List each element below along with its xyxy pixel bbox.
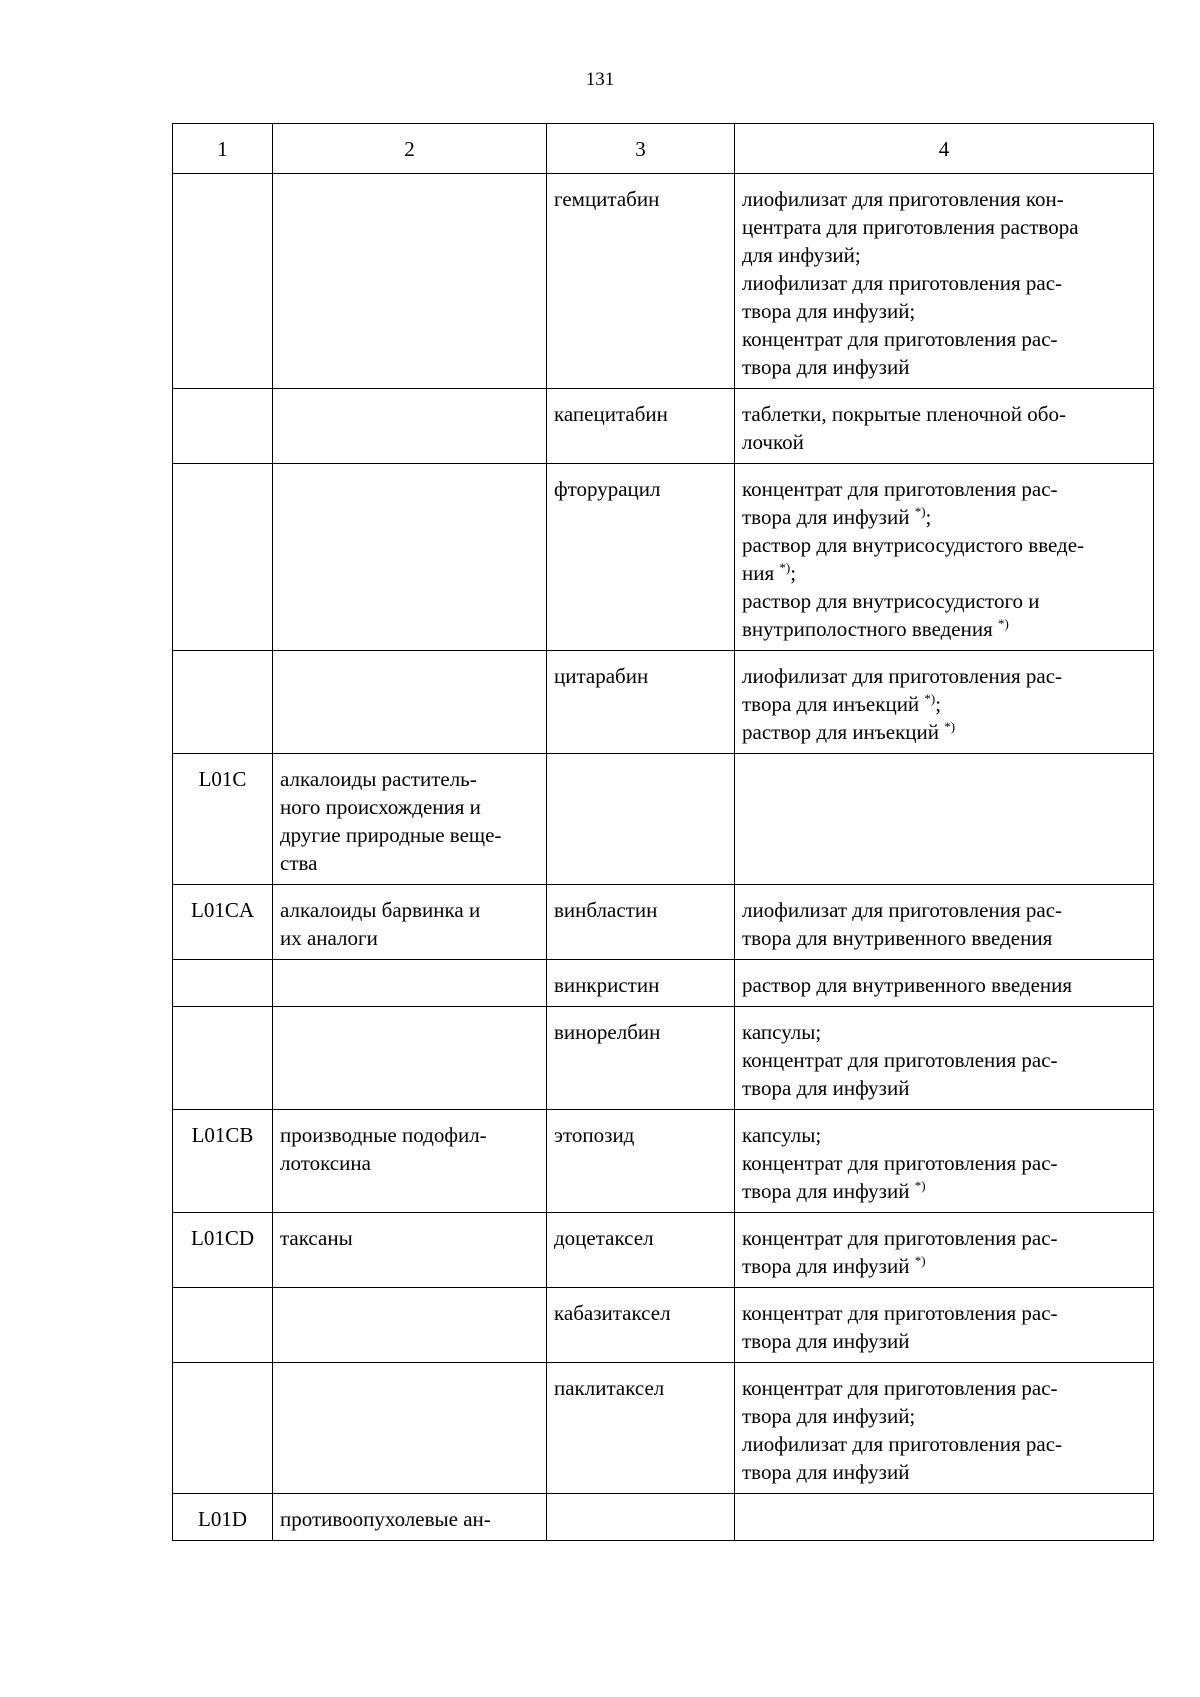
group-cell <box>273 1007 547 1110</box>
dosage-form-text: лиофилизат для приготовления рас- <box>742 1432 1063 1456</box>
atc-code-cell <box>173 651 273 754</box>
table-row <box>173 1494 1154 1541</box>
header-cell-4: 4 <box>735 124 1154 174</box>
drug-name-cell: кабазитаксел <box>547 1288 735 1363</box>
dosage-form-cell <box>735 885 1154 960</box>
dosage-form-text: твора для инфузий <box>742 1460 910 1484</box>
dosage-form-line <box>742 1374 1146 1402</box>
dosage-form-text: лиофилизат для приготовления рас- <box>742 898 1063 922</box>
drug-name-cell: фторурацил <box>547 464 735 651</box>
table-row <box>173 1363 1154 1494</box>
dosage-form-line <box>742 662 1146 690</box>
footnote-marker: *) <box>944 719 956 734</box>
atc-code-cell: L01C <box>173 754 273 885</box>
dosage-form-line <box>742 297 1146 325</box>
table-row <box>173 1007 1154 1110</box>
atc-code-cell <box>173 1363 273 1494</box>
dosage-form-text: твора для инфузий <box>742 505 915 529</box>
footnote-marker: *) <box>914 1253 926 1268</box>
dosage-form-text: для инфузий; <box>742 243 861 267</box>
footnote-marker: *) <box>914 1178 926 1193</box>
group-cell <box>273 174 547 389</box>
table-body <box>173 174 1154 1541</box>
drug-name-cell: этопозид <box>547 1110 735 1213</box>
dosage-form-cell <box>735 651 1154 754</box>
dosage-form-line <box>742 531 1146 559</box>
dosage-form-text: ния <box>742 561 780 585</box>
group-line: алкалоиды раститель- <box>280 767 477 791</box>
dosage-form-line <box>742 1402 1146 1430</box>
atc-code-cell <box>173 174 273 389</box>
dosage-form-line <box>742 400 1146 428</box>
dosage-form-text: лиофилизат для приготовления кон- <box>742 187 1064 211</box>
footnote-marker: *) <box>924 691 936 706</box>
table-row <box>173 1288 1154 1363</box>
header-cell-2: 2 <box>273 124 547 174</box>
dosage-form-cell <box>735 1110 1154 1213</box>
drug-name-cell <box>547 1494 735 1541</box>
drug-name-cell: винбластин <box>547 885 735 960</box>
dosage-form-text: твора для инъекций <box>742 692 925 716</box>
drug-name-cell <box>547 754 735 885</box>
dosage-form-text: раствор для внутрисосудистого и <box>742 589 1040 613</box>
dosage-form-line <box>742 587 1146 615</box>
dosage-form-cell <box>735 1363 1154 1494</box>
drug-name-cell: винорелбин <box>547 1007 735 1110</box>
dosage-form-text: концентрат для приготовления рас- <box>742 1301 1058 1325</box>
dosage-form-line <box>742 1074 1146 1102</box>
dosage-form-text: внутриполостного введения <box>742 617 999 641</box>
group-cell <box>273 885 547 960</box>
header-row <box>173 124 1154 174</box>
dosage-form-text: твора для внутривенного введения <box>742 926 1053 950</box>
dosage-form-line <box>742 353 1146 381</box>
atc-code-cell: L01CD <box>173 1213 273 1288</box>
footnote-marker: *) <box>998 616 1009 631</box>
header-cell-3: 3 <box>547 124 735 174</box>
dosage-form-cell <box>735 960 1154 1007</box>
atc-code-cell <box>173 1007 273 1110</box>
dosage-form-line <box>742 241 1146 269</box>
group-cell <box>273 651 547 754</box>
dosage-form-line <box>742 503 1146 531</box>
group-line: лотоксина <box>280 1151 371 1175</box>
dosage-form-text: лиофилизат для приготовления рас- <box>742 271 1063 295</box>
dosage-form-text: раствор для внутривенного введения <box>742 973 1073 997</box>
dosage-form-cell <box>735 1007 1154 1110</box>
dosage-form-text: твора для инфузий <box>742 1179 915 1203</box>
table-row <box>173 1213 1154 1288</box>
drug-name-cell: винкристин <box>547 960 735 1007</box>
group-line: таксаны <box>280 1226 353 1250</box>
header-cell-1: 1 <box>173 124 273 174</box>
dosage-form-text: твора для инфузий <box>742 1076 910 1100</box>
dosage-form-line <box>742 1018 1146 1046</box>
group-line: противоопухолевые ан- <box>280 1507 491 1531</box>
group-line: другие природные веще- <box>280 823 502 847</box>
page-number: 131 <box>585 69 615 90</box>
dosage-form-line <box>742 213 1146 241</box>
dosage-form-text: капсулы; <box>742 1020 822 1044</box>
group-line: ного происхождения и <box>280 795 481 819</box>
group-cell <box>273 1494 547 1541</box>
atc-code-cell <box>173 464 273 651</box>
group-line: алкалоиды барвинка и <box>280 898 481 922</box>
drug-name-cell: капецитабин <box>547 389 735 464</box>
atc-code-cell <box>173 960 273 1007</box>
dosage-form-text: твора для инфузий <box>742 1254 915 1278</box>
dosage-form-text: концентрат для приготовления рас- <box>742 1048 1058 1072</box>
group-cell <box>273 1110 547 1213</box>
drug-table <box>172 123 1154 1541</box>
dosage-form-line <box>742 559 1146 587</box>
dosage-form-text: концентрат для приготовления рас- <box>742 1226 1058 1250</box>
dosage-form-line <box>742 1121 1146 1149</box>
table-row <box>173 651 1154 754</box>
group-line: ства <box>280 851 318 875</box>
group-line: производные подофил- <box>280 1123 487 1147</box>
dosage-form-line <box>742 1327 1146 1355</box>
group-cell <box>273 1288 547 1363</box>
footnote-marker: *) <box>779 560 791 575</box>
dosage-form-text: капсулы; <box>742 1123 822 1147</box>
group-cell <box>273 960 547 1007</box>
dosage-form-text: центрата для приготовления раствора <box>742 215 1079 239</box>
dosage-form-cell <box>735 389 1154 464</box>
dosage-form-line <box>742 269 1146 297</box>
dosage-form-line <box>742 924 1146 952</box>
group-cell <box>273 389 547 464</box>
group-cell <box>273 1363 547 1494</box>
atc-code-cell: L01CB <box>173 1110 273 1213</box>
dosage-form-line <box>742 1149 1146 1177</box>
table-row <box>173 174 1154 389</box>
dosage-form-cell <box>735 1213 1154 1288</box>
dosage-form-text: твора для инфузий; <box>742 1404 916 1428</box>
dosage-form-text: концентрат для приготовления рас- <box>742 1376 1058 1400</box>
dosage-form-tail: ; <box>790 561 797 585</box>
dosage-form-text: лочкой <box>742 430 804 454</box>
dosage-form-cell <box>735 754 1154 885</box>
dosage-form-line <box>742 615 1146 643</box>
table-row <box>173 464 1154 651</box>
dosage-form-line <box>742 1046 1146 1074</box>
dosage-form-line <box>742 896 1146 924</box>
dosage-form-text: раствор для внутрисосудистого введе- <box>742 533 1085 557</box>
dosage-form-line <box>742 428 1146 456</box>
group-cell <box>273 1213 547 1288</box>
dosage-form-line <box>742 1252 1146 1280</box>
drug-name-cell: доцетаксел <box>547 1213 735 1288</box>
dosage-form-line <box>742 1177 1146 1205</box>
dosage-form-text: твора для инфузий <box>742 1329 910 1353</box>
dosage-form-line <box>742 185 1146 213</box>
dosage-form-text: твора для инфузий; <box>742 299 916 323</box>
table-row <box>173 885 1154 960</box>
dosage-form-text: таблетки, покрытые пленочной обо- <box>742 402 1066 426</box>
table-row <box>173 1110 1154 1213</box>
atc-code-cell <box>173 389 273 464</box>
dosage-form-cell <box>735 174 1154 389</box>
drug-name-cell: цитарабин <box>547 651 735 754</box>
group-line: их аналоги <box>280 926 378 950</box>
dosage-form-line <box>742 1458 1146 1486</box>
dosage-form-cell <box>735 1288 1154 1363</box>
dosage-form-text: раствор для инъекций <box>742 720 945 744</box>
atc-code-cell: L01D <box>173 1494 273 1541</box>
dosage-form-cell <box>735 464 1154 651</box>
dosage-form-line <box>742 475 1146 503</box>
dosage-form-line <box>742 1430 1146 1458</box>
group-cell <box>273 464 547 651</box>
dosage-form-tail: ; <box>935 692 942 716</box>
table-row <box>173 960 1154 1007</box>
dosage-form-text: лиофилизат для приготовления рас- <box>742 664 1063 688</box>
drug-name-cell: гемцитабин <box>547 174 735 389</box>
dosage-form-line <box>742 1299 1146 1327</box>
drug-name-cell: паклитаксел <box>547 1363 735 1494</box>
dosage-form-text: концентрат для приготовления рас- <box>742 477 1058 501</box>
table-row <box>173 754 1154 885</box>
dosage-form-text: концентрат для приготовления рас- <box>742 327 1058 351</box>
dosage-form-line <box>742 971 1146 999</box>
dosage-form-line <box>742 325 1146 353</box>
dosage-form-line <box>742 690 1146 718</box>
group-cell <box>273 754 547 885</box>
dosage-form-line <box>742 1224 1146 1252</box>
dosage-form-line <box>742 718 1146 746</box>
footnote-marker: *) <box>914 504 926 519</box>
dosage-form-text: концентрат для приготовления рас- <box>742 1151 1058 1175</box>
atc-code-cell <box>173 1288 273 1363</box>
atc-code-cell: L01CA <box>173 885 273 960</box>
dosage-form-cell <box>735 1494 1154 1541</box>
table-row <box>173 389 1154 464</box>
dosage-form-tail: ; <box>925 505 932 529</box>
dosage-form-text: твора для инфузий <box>742 355 910 379</box>
